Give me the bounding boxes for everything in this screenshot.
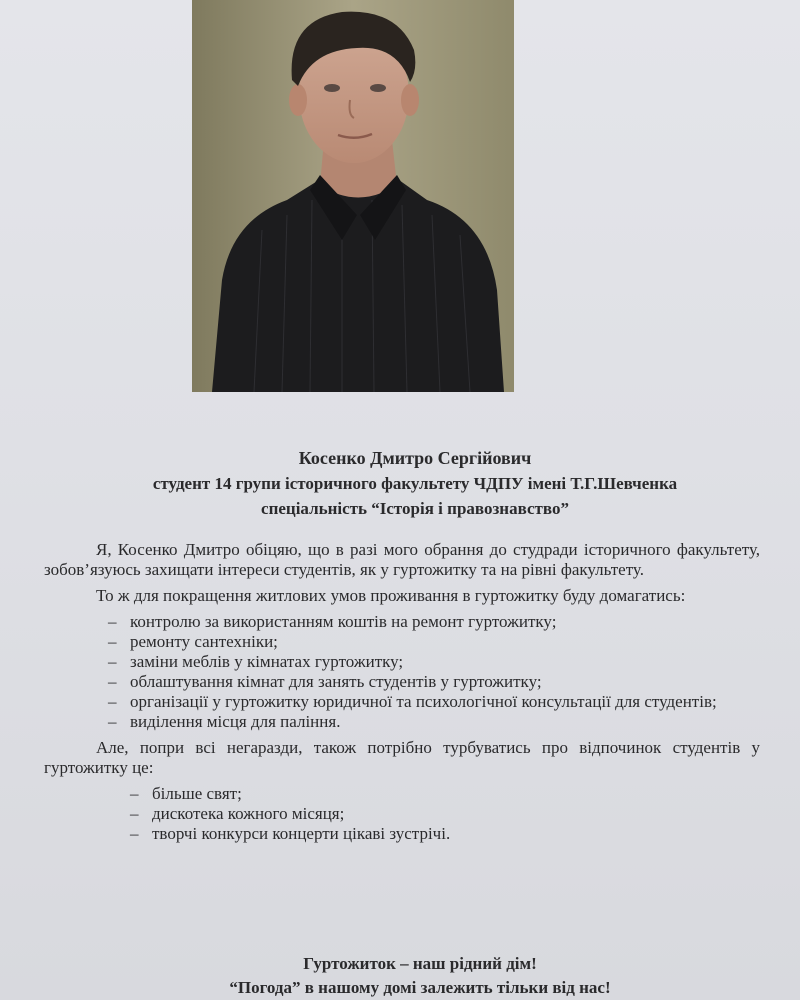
- portrait-image: [192, 0, 514, 392]
- list-item: – облаштування кімнат для занять студентів у гуртожитку;: [108, 672, 760, 692]
- candidate-specialty-line: спеціальність “Історія і правознавство”: [261, 499, 569, 518]
- candidate-group-line: студент 14 групи історичного факультету ЧДПУ імені Т.Г.Шевченка: [152, 474, 678, 493]
- slogan: [150, 952, 690, 1000]
- list-item: – контролю за використанням коштів на ремонт гуртожитку;: [108, 612, 760, 632]
- intro-paragraph: Я, Косенко Дмитро обіцяю, що в разі мого обрання до студради історичного факультету, зобов’язуюсь захищати інтереси студентів, як у гуртожитку та на рівні факультету.: [44, 540, 760, 579]
- list-item: – більше свят;: [130, 784, 760, 804]
- leisure-list: [44, 784, 760, 844]
- list-item: – творчі конкурси концерти цікаві зустрічі.: [130, 824, 760, 844]
- candidate-name: Косенко Дмитро Сергійович: [298, 448, 532, 468]
- list-item: – заміни меблів у кімнатах гуртожитку;: [108, 652, 760, 672]
- slogan-line-1: Гуртожиток – наш рідний дім!: [303, 954, 537, 973]
- housing-paragraph: То ж для покращення житлових умов проживання в гуртожитку буду домагатись:: [96, 586, 686, 605]
- leisure-paragraph: Але, попри всі негаразди, також потрібно турбуватись про відпочинок студентів у гуртожитку це:: [44, 738, 760, 777]
- slogan-line-2: “Погода” в нашому домі залежить тільки від нас!: [229, 978, 611, 997]
- candidate-photo: [192, 0, 514, 392]
- list-item: – дискотека кожного місяця;: [130, 804, 760, 824]
- manifesto-text: [44, 540, 760, 850]
- housing-goals-list: [44, 612, 760, 732]
- list-item: – виділення місця для паління.: [108, 712, 760, 732]
- candidate-header: [120, 446, 710, 521]
- list-item: – ремонту сантехніки;: [108, 632, 760, 652]
- list-item: – організації у гуртожитку юридичної та психологічної консультації для студентів;: [108, 692, 760, 712]
